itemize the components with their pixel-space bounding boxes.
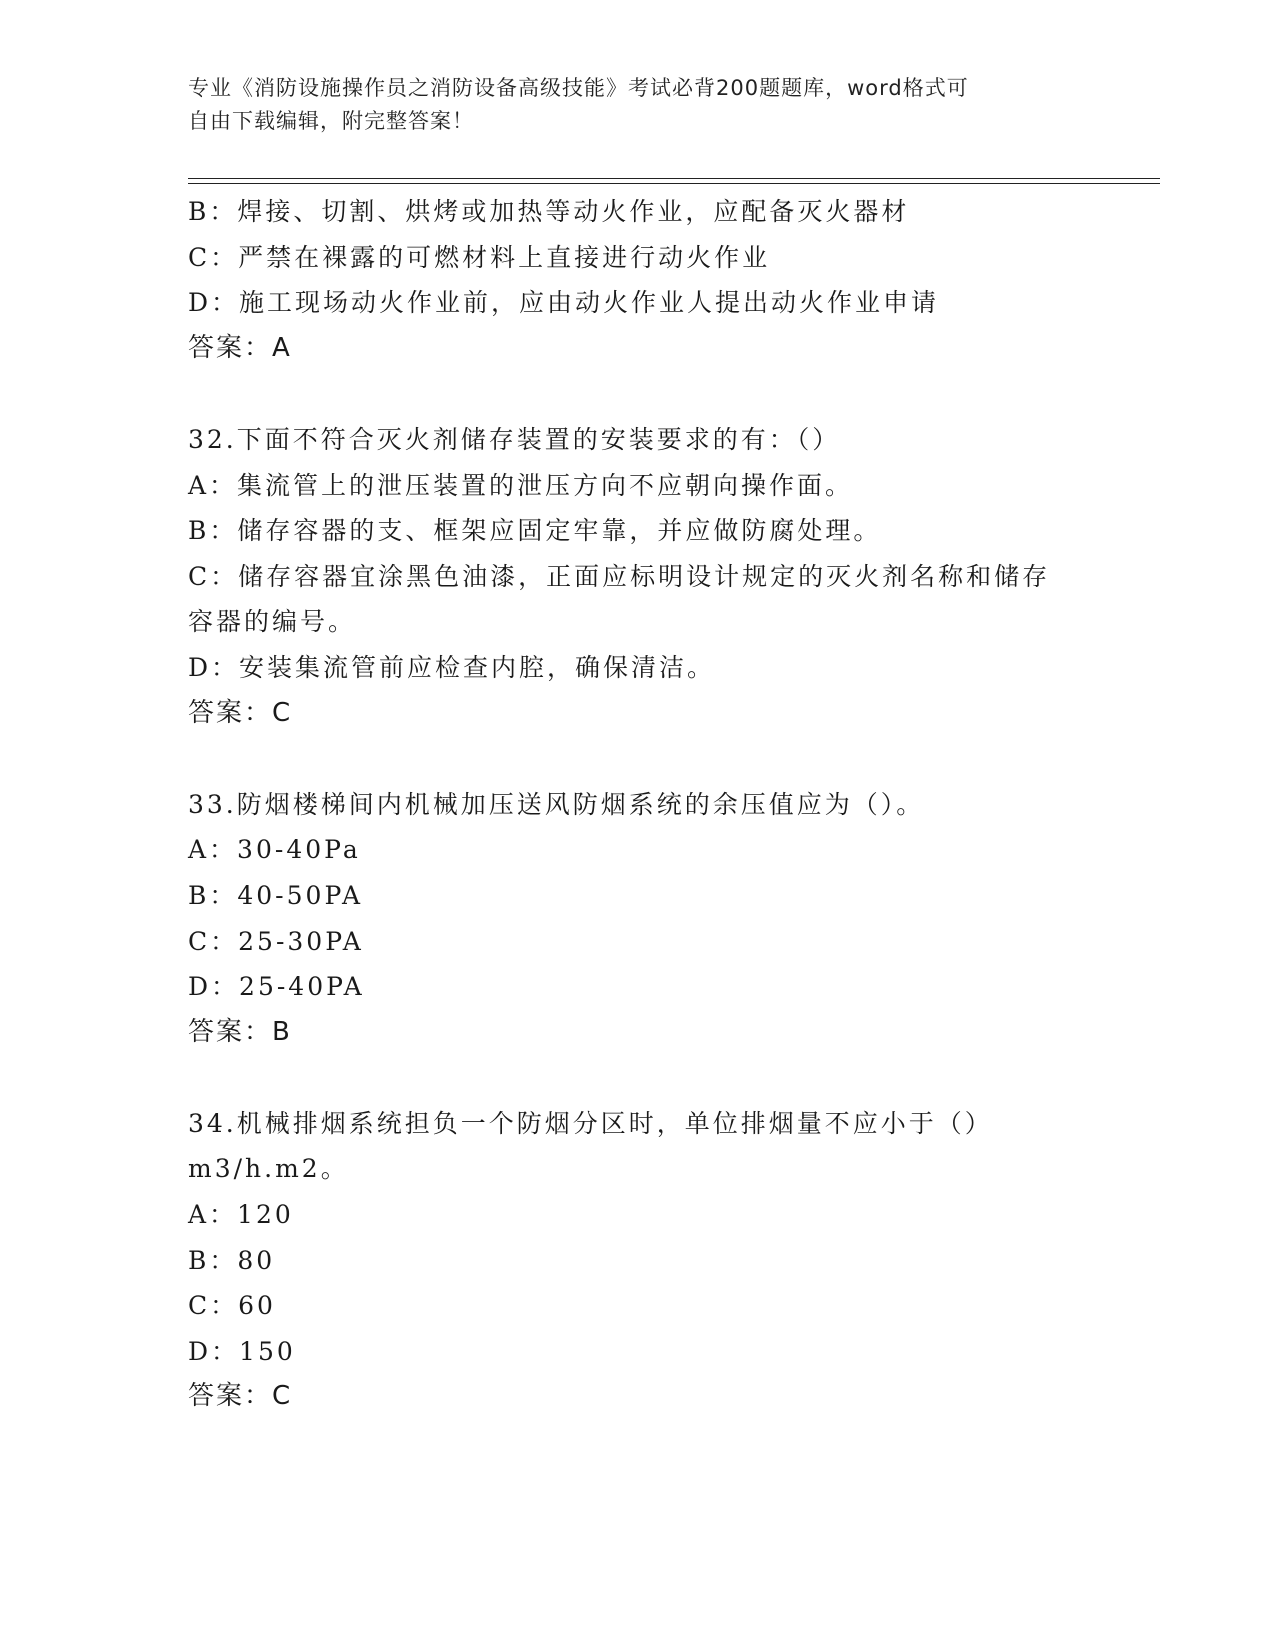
header-title-line-1: 专业《消防设施操作员之消防设备高级技能》考试必背200题题库，word格式可 xyxy=(188,76,969,100)
option-d: D：施工现场动火作业前，应由动火作业人提出动火作业申请 xyxy=(188,288,940,318)
option-b: B：焊接、切割、烘烤或加热等动火作业，应配备灭火器材 xyxy=(188,197,910,226)
answer: 答案：B xyxy=(188,1016,292,1047)
question-31-tail xyxy=(188,189,1088,371)
answer: 答案：A xyxy=(188,332,292,363)
question-text: 33.防烟楼梯间内机械加压送风防烟系统的余压值应为（）。 xyxy=(188,789,925,819)
question-32 xyxy=(188,417,1088,736)
question-text-line-1: 34.机械排烟系统担负一个防烟分区时，单位排烟量不应小于（） xyxy=(188,1108,993,1138)
option-a: A：30-40Pa xyxy=(188,835,361,865)
option-c: C：严禁在裸露的可燃材料上直接进行动火作业 xyxy=(188,242,771,272)
question-33 xyxy=(188,782,1088,1056)
answer: 答案：C xyxy=(188,697,293,728)
spacer xyxy=(188,1055,1088,1101)
question-text: 32.下面不符合灭火剂储存装置的安装要求的有：（） xyxy=(188,424,841,454)
spacer xyxy=(188,371,1088,417)
option-b: B：40-50PA xyxy=(188,880,364,910)
option-c: C：60 xyxy=(188,1291,276,1321)
option-c-line-1: C：储存容器宜涂黑色油漆，正面应标明设计规定的灭火剂名称和储存 xyxy=(188,561,1051,591)
answer: 答案：C xyxy=(188,1381,293,1412)
question-text-line-2: m3/h.m2。 xyxy=(188,1154,349,1184)
spacer xyxy=(188,736,1088,782)
header-divider-top xyxy=(188,178,1160,179)
option-a: A：120 xyxy=(188,1200,294,1230)
option-a: A：集流管上的泄压装置的泄压方向不应朝向操作面。 xyxy=(188,470,854,500)
option-d: D：25-40PA xyxy=(188,972,365,1002)
option-b: B：储存容器的支、框架应固定牢靠，并应做防腐处理。 xyxy=(188,516,882,546)
option-d: D：150 xyxy=(188,1336,296,1366)
question-list xyxy=(188,189,1088,1420)
option-c: C：25-30PA xyxy=(188,926,364,956)
header-title-line-2: 自由下载编辑，附完整答案！ xyxy=(188,109,474,133)
question-34 xyxy=(188,1101,1088,1420)
option-c-line-2: 容器的编号。 xyxy=(188,607,357,637)
option-b: B：80 xyxy=(188,1245,276,1275)
document-header xyxy=(188,72,1088,138)
header-divider-bottom xyxy=(188,183,1160,184)
option-d: D：安装集流管前应检查内腔，确保清洁。 xyxy=(188,652,716,682)
